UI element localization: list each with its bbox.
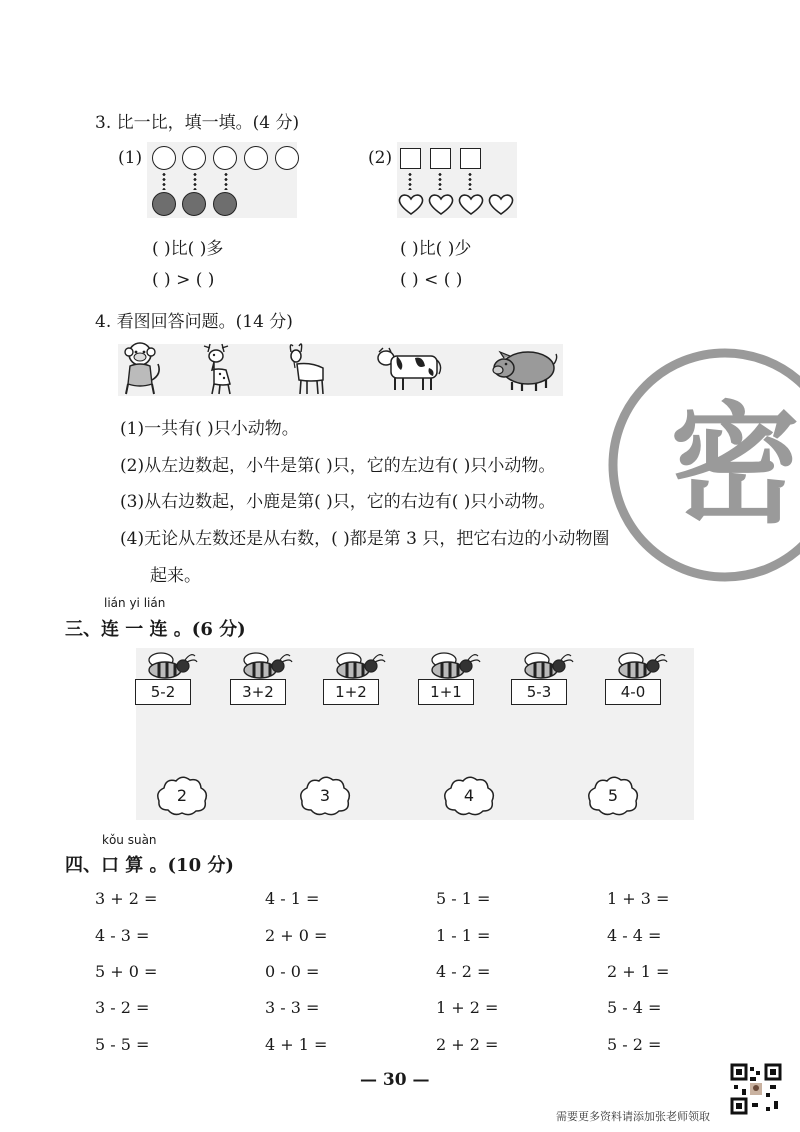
- calc-problem[interactable]: 4 - 2 =: [436, 962, 491, 981]
- cloud-number: 5: [607, 786, 619, 805]
- bee-icon: [422, 650, 482, 682]
- svg-text:密: 密: [669, 389, 800, 541]
- calc-problem[interactable]: 1 - 1 =: [436, 926, 491, 945]
- hollow-circle: [182, 146, 206, 170]
- calc-problem[interactable]: 3 + 2 =: [95, 889, 158, 908]
- calc-problem[interactable]: 5 - 4 =: [607, 998, 662, 1017]
- dotted-connector: [468, 172, 472, 190]
- bee-icon: [515, 650, 575, 682]
- bee-icon: [609, 650, 669, 682]
- q3-compare-greater[interactable]: ( ) > ( ): [152, 270, 215, 290]
- calc-problem[interactable]: 5 - 2 =: [607, 1035, 662, 1054]
- square-shape: [460, 148, 481, 169]
- q3-compare-more[interactable]: ( )比( )多: [152, 239, 224, 259]
- heart-icon: [397, 192, 425, 216]
- cow-icon: [375, 344, 443, 394]
- dotted-connector: [193, 172, 197, 190]
- q4-question-4[interactable]: (4)无论从左数还是从右数，( )都是第 3 只，把它右边的小动物圈: [120, 529, 610, 549]
- dotted-connector: [408, 172, 412, 190]
- calc-problem[interactable]: 0 - 0 =: [265, 962, 320, 981]
- sec3-title: 三、连 一 连 。(6 分): [65, 619, 246, 640]
- calc-problem[interactable]: 5 - 5 =: [95, 1035, 150, 1054]
- filled-circle: [152, 192, 176, 216]
- calc-problem[interactable]: 2 + 0 =: [265, 926, 328, 945]
- heart-icon: [487, 192, 515, 216]
- dotted-connector: [224, 172, 228, 190]
- q3-part2-label: (2): [368, 148, 393, 168]
- cloud-number: 3: [319, 786, 331, 805]
- q3-title: 3. 比一比，填一填。(4 分): [95, 113, 300, 133]
- calc-problem[interactable]: 3 - 2 =: [95, 998, 150, 1017]
- footer-note: 需要更多资料请添加张老师领取: [556, 1110, 710, 1123]
- q3-compare-less[interactable]: ( )比( )少: [400, 239, 472, 259]
- confidential-stamp: [600, 345, 800, 585]
- q4-title: 4. 看图回答问题。(14 分): [95, 312, 293, 332]
- calc-problem[interactable]: 5 + 0 =: [95, 962, 158, 981]
- dotted-connector: [162, 172, 166, 190]
- bee-icon: [327, 650, 387, 682]
- pig-icon: [490, 344, 558, 394]
- sec4-title: 四、口 算 。(10 分): [65, 855, 234, 876]
- calc-problem[interactable]: 3 - 3 =: [265, 998, 320, 1017]
- square-shape: [430, 148, 451, 169]
- calc-problem[interactable]: 4 - 4 =: [607, 926, 662, 945]
- hollow-circle: [152, 146, 176, 170]
- calc-problem[interactable]: 2 + 2 =: [436, 1035, 499, 1054]
- q4-question-4-cont: 起来。: [150, 566, 201, 586]
- calc-problem[interactable]: 2 + 1 =: [607, 962, 670, 981]
- deer-icon: [200, 340, 240, 396]
- filled-circle: [213, 192, 237, 216]
- qr-code-icon[interactable]: [730, 1063, 782, 1115]
- q3-compare-smaller[interactable]: ( ) < ( ): [400, 270, 463, 290]
- cloud-number: 4: [463, 786, 475, 805]
- calc-problem[interactable]: 5 - 1 =: [436, 889, 491, 908]
- q3-part1-label: (1): [118, 148, 143, 168]
- q4-question-1[interactable]: (1)一共有( )只小动物。: [120, 419, 299, 439]
- monkey-icon: [120, 340, 164, 396]
- expression-box[interactable]: 1+2: [323, 679, 379, 705]
- page-number: — 30 —: [360, 1070, 430, 1090]
- calc-problem[interactable]: 1 + 3 =: [607, 889, 670, 908]
- expression-box[interactable]: 3+2: [230, 679, 286, 705]
- hollow-circle: [275, 146, 299, 170]
- hollow-circle: [244, 146, 268, 170]
- bee-icon: [234, 650, 294, 682]
- expression-box[interactable]: 5-3: [511, 679, 567, 705]
- calc-problem[interactable]: 4 - 3 =: [95, 926, 150, 945]
- filled-circle: [182, 192, 206, 216]
- cloud-number: 2: [176, 786, 188, 805]
- q4-question-3[interactable]: (3)从右边数起，小鹿是第( )只，它的右边有( )只小动物。: [120, 492, 556, 512]
- expression-box[interactable]: 4-0: [605, 679, 661, 705]
- calc-problem[interactable]: 1 + 2 =: [436, 998, 499, 1017]
- sec3-pinyin: lián yi lián: [104, 596, 166, 610]
- bee-icon: [139, 650, 199, 682]
- calc-problem[interactable]: 4 - 1 =: [265, 889, 320, 908]
- q4-question-2[interactable]: (2)从左边数起，小牛是第( )只，它的左边有( )只小动物。: [120, 456, 556, 476]
- square-shape: [400, 148, 421, 169]
- heart-icon: [457, 192, 485, 216]
- sec4-pinyin: kǒu suàn: [102, 833, 157, 847]
- expression-box[interactable]: 1+1: [418, 679, 474, 705]
- expression-box[interactable]: 5-2: [135, 679, 191, 705]
- calc-problem[interactable]: 4 + 1 =: [265, 1035, 328, 1054]
- dotted-connector: [438, 172, 442, 190]
- goat-icon: [285, 340, 329, 396]
- hollow-circle: [213, 146, 237, 170]
- heart-icon: [427, 192, 455, 216]
